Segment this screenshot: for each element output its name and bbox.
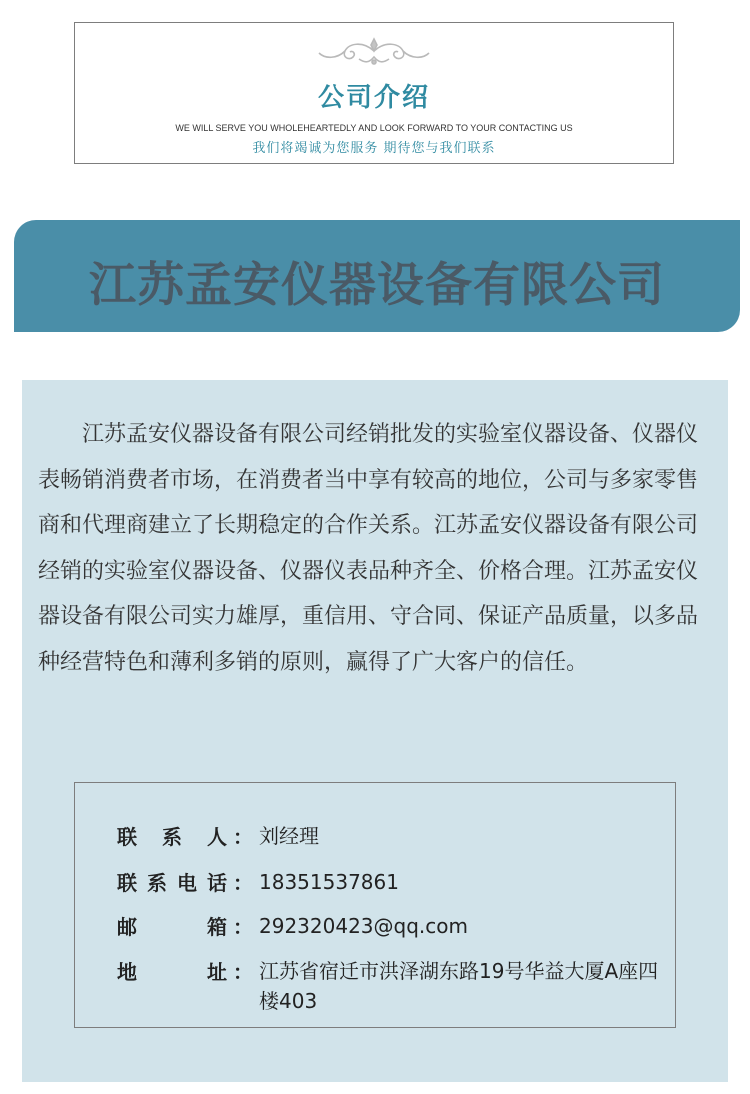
person-value: 刘经理 [259, 824, 319, 848]
company-name: 江苏孟安仪器设备有限公司 [89, 258, 665, 313]
phone-label: 联系电话 [117, 871, 227, 895]
colon: ： [233, 871, 253, 895]
section-subtitle-en: WE WILL SERVE YOU WHOLEHEARTEDLY AND LOOK FORWARD TO YOUR CONTACTING US [175, 123, 573, 133]
section-subtitle-cn: 我们将竭诚为您服务 期待您与我们联系 [252, 141, 496, 156]
phone-value: 18351537861 [259, 870, 399, 894]
contact-box [74, 782, 676, 1028]
colon: ： [233, 825, 253, 849]
email-value: 292320423@qq.com [259, 914, 468, 938]
email-label: 邮箱 [117, 915, 227, 939]
address-label: 地址 [117, 960, 227, 984]
company-name-banner [14, 220, 740, 332]
section-title: 公司介绍 [317, 83, 430, 113]
address-value: 江苏省宿迁市洪泽湖东路19号华益大厦A座四楼403 [259, 959, 659, 1013]
intro-paragraph: 江苏孟安仪器设备有限公司经销批发的实验室仪器设备、仪器仪表畅销消费者市场，在消费者当中享有较高的地位，公司与多家零售商和代理商建立了长期稳定的合作关系。江苏孟安仪器设备有限公司经销的实验室仪器设备、仪器仪表品种齐全、价格合理。江苏孟安仪器设备有限公司实力雄厚，重信用、守合同、保证产品质量，以多品种经营特色和薄利多销的原则，赢得了广大客户的信任。 [38, 422, 699, 675]
colon: ： [233, 915, 253, 939]
intro-panel [22, 380, 728, 1082]
person-label: 联系人 [117, 825, 227, 849]
ornament-icon [315, 33, 433, 69]
section-header [74, 22, 674, 164]
colon: ： [233, 960, 253, 984]
